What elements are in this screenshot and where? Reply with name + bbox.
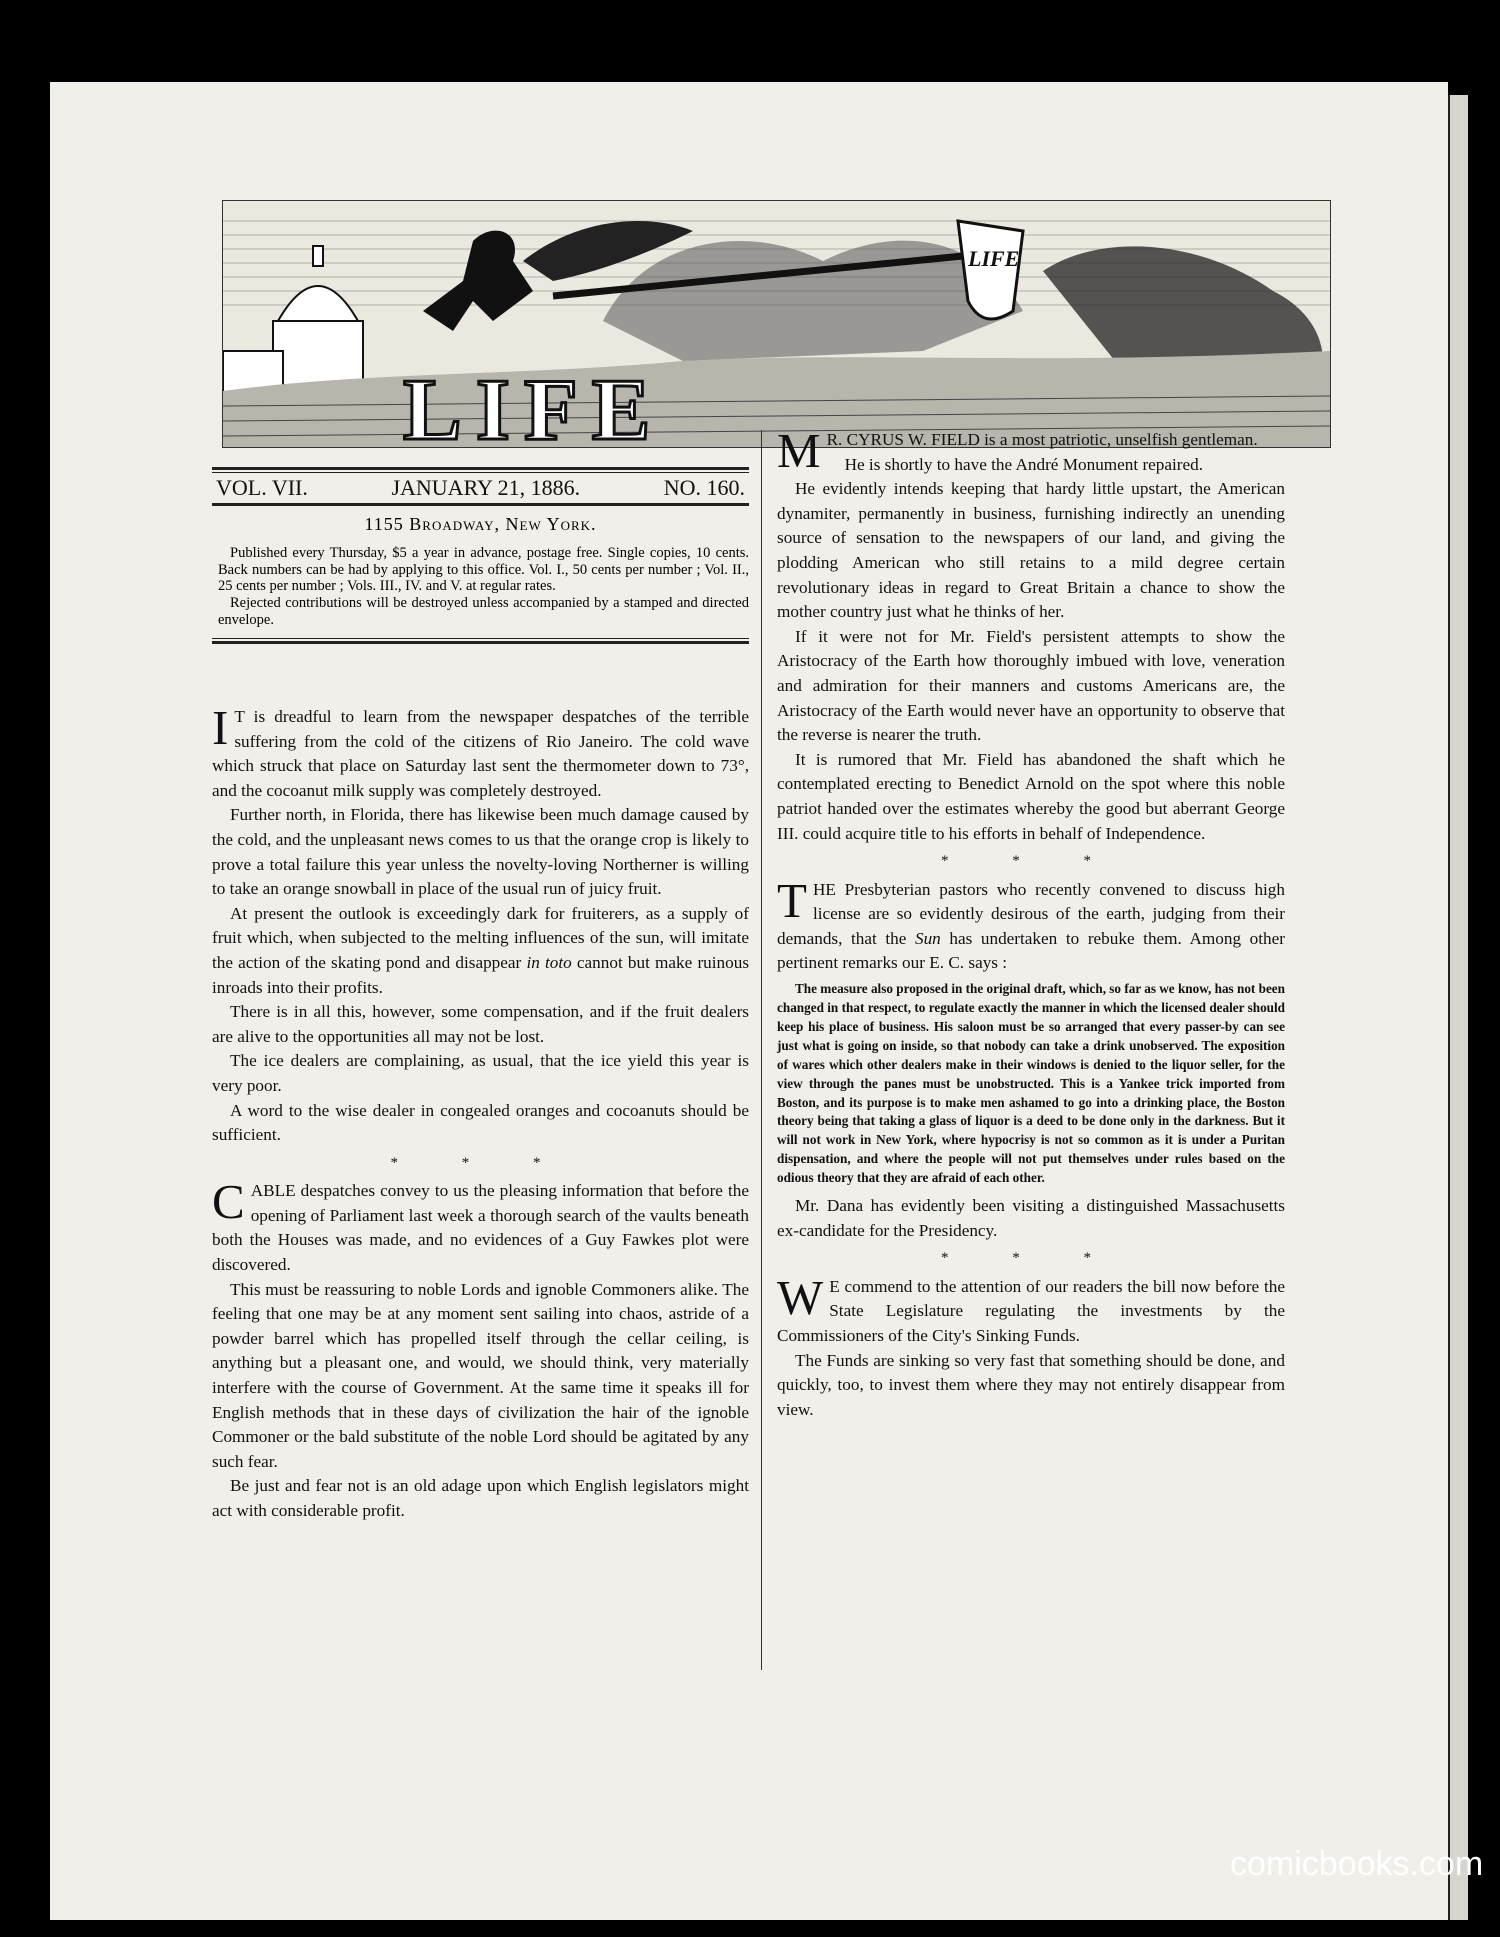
paragraph: He is shortly to have the André Monument repaired. xyxy=(844,454,1204,474)
block-quote xyxy=(777,980,1285,1188)
text: HE Presbyterian pastors who recently convened to discuss high license are so evidently desirous of the earth, judging from their demands, that the xyxy=(777,879,1285,948)
paragraph: The ice dealers are complaining, as usual, that the ice yield this year is very poor. xyxy=(212,1051,749,1095)
watermark: comicbooks.com xyxy=(1230,1845,1484,1883)
pub-rejected: Rejected contributions will be destroyed unless accompanied by a stamped and directed envelope. xyxy=(218,595,749,628)
rule xyxy=(212,638,749,639)
drop-cap: T xyxy=(777,872,807,928)
italic-text: in toto xyxy=(526,952,572,972)
paragraph: Mr. Dana has evidently been visiting a distinguished Massachusetts ex-candidate for the Presidency. xyxy=(777,1196,1285,1240)
drop-cap: M xyxy=(777,423,821,478)
article-sinking-funds xyxy=(777,1269,1285,1349)
quote-text: The measure also proposed in the original draft, which, so far as we know, has not been changed in that respect, to regulate exactly the manner in which the licensed dealer should keep his place of business. His saloon must be so arranged that every passer-by can see just what is going on inside, so that nobody can take a drink unobserved. The exposition of wares which other dealers make in their windows is denied to the liquor seller, for the view through the panes must be unobstructed. This is a Yankee trick imported from Boston, and its purpose is to make men ashamed to go into a drinking place, the Boston theory being that taking a glass of liquor is a deed to be done only in the darkness. But it will not work in New York, where hypocrisy is not so common as it is under a Puritan dispensation, and where the people will not put themselves under rules based on the odious theory that they are afraid of each other. xyxy=(777,981,1285,1186)
paragraph: ABLE despatches convey to us the pleasing information that before the opening of Parliament last week a thorough search of the vaults beneath both the Houses was made, and no evidences of a Guy Fawkes plot were discovered. xyxy=(212,1181,749,1275)
masthead-engraving xyxy=(223,201,1330,447)
text: At present the outlook is exceedingly dark for fruiterers, as a supply of fruit which, when subjected to the melting influences of the sun, will imitate the action of the skating pond and disappear xyxy=(212,903,749,972)
drop-cap: I xyxy=(212,700,229,755)
paragraph: This must be reassuring to noble Lords and ignoble Commoners alike. The feeling that one may be at any moment sent sailing into chaos, astride of a powder barrel which has propelled itself through the cellar ceiling, is anything but a pleasant one, and would, we should think, very materially interfere with the course of Government. At the same time it speaks ill for English methods that in these days of civilization the hair of the ignoble Commoner or the bald substitute of the noble Lord should be agitated by any such fear. xyxy=(212,1279,749,1471)
paragraph: Be just and fear not is an old adage upon which English legislators might act with considerable profit. xyxy=(212,1476,749,1520)
paragraph: R. CYRUS W. FIELD is a most patriotic, unselfish gentleman. xyxy=(826,430,1258,449)
column-divider xyxy=(761,430,762,1670)
left-column xyxy=(212,700,750,1524)
issue-number: NO. 160. xyxy=(663,475,745,500)
paragraph: Further north, in Florida, there has likewise been much damage caused by the cold, and the unpleasant news comes to us that the orange crop is likely to prove a total failure this year unless the novelty-loving Northerner is willing to take an orange snowball in place of the usual run of juicy fruit. xyxy=(212,805,749,899)
right-column xyxy=(777,423,1285,1422)
rule xyxy=(212,641,749,644)
paragraph: T is dreadful to learn from the newspaper despatches of the terrible suffering from the cold of the citizens of Rio Janeiro. The cold wave which struck that place on Saturday last sent the thermometer down to 73°, and the cocoanut milk supply was completely destroyed. xyxy=(212,707,749,800)
drop-cap: C xyxy=(212,1174,245,1230)
next-page-edge xyxy=(1448,95,1468,1920)
text: cannot but make ruinous inroads into their profits. xyxy=(212,952,750,997)
paragraph xyxy=(212,902,749,1000)
paragraph: It is rumored that Mr. Field has abandoned the shaft which he contemplated erecting to Benedict Arnold on the spot where this noble patriot handed over the estimates whereby the good but aberrant George III. could acquire title to his efforts in behalf of Independence. xyxy=(777,749,1285,843)
masthead-title: LIFE xyxy=(403,362,665,447)
svg-text:LIFE: LIFE xyxy=(968,246,1020,271)
rule xyxy=(212,467,749,470)
paragraph: He evidently intends keeping that hardy little upstart, the American dynamiter, permanently in business, furnishing indirectly an unending source of sensation to the newspapers of our land, and giving the plodding American who still retains to a mild degree certain revolutionary ideas in regard to Great Britain a chance to show the mother country just what he thinks of her. xyxy=(777,479,1285,622)
paragraph: If it were not for Mr. Field's persistent attempts to show the Aristocracy of the Earth how thoroughly imbued with love, veneration and admiration for their manners and customs Americans are, the Aristocracy of the Earth would never have an opportunity to observe that the reverse is nearer the truth. xyxy=(777,626,1285,745)
section-separator: * * * xyxy=(941,1250,1121,1267)
paragraph: The Funds are sinking so very fast that something should be done, and quickly, too, to invest them where they may not entirely disappear from view. xyxy=(777,1350,1285,1419)
issue-line xyxy=(212,475,749,501)
drop-cap: W xyxy=(777,1269,824,1325)
paragraph: E commend to the attention of our readers the bill now before the State Legislature regulating the investments by the Commissioners of the City's Sinking Funds. xyxy=(777,1276,1285,1345)
article-rio-janeiro xyxy=(212,700,749,803)
text: has undertaken to rebuke them. Among other pertinent remarks our E. C. says : xyxy=(777,928,1285,973)
paragraph: A word to the wise dealer in congealed oranges and cocoanuts should be sufficient. xyxy=(212,1100,749,1145)
volume: VOL. VII. xyxy=(216,475,308,500)
masthead-illustration xyxy=(222,200,1331,448)
address: 1155 Broadway, New York. xyxy=(364,514,597,534)
rule xyxy=(212,503,749,506)
issue-info xyxy=(212,467,749,644)
article-presbyterian xyxy=(777,872,1285,976)
article-guy-fawkes xyxy=(212,1174,749,1277)
publication-info xyxy=(212,545,749,628)
pub-terms: Published every Thursday, $5 a year in advance, postage free. Single copies, 10 cents. Back numbers can be had by applying to this office. Vol. I., 50 cents per number ; Vol. II., 25 cents per number ; Vols. III., IV. and V. at regular rates. xyxy=(218,545,749,595)
issue-date: JANUARY 21, 1886. xyxy=(391,475,581,500)
rule xyxy=(212,472,749,473)
paragraph: There is in all this, however, some compensation, and if the fruit dealers are alive to the opportunities all may not be lost. xyxy=(212,1002,749,1046)
section-separator: * * * xyxy=(390,1154,571,1171)
section-separator: * * * xyxy=(941,853,1121,870)
italic-text: Sun xyxy=(914,928,941,948)
